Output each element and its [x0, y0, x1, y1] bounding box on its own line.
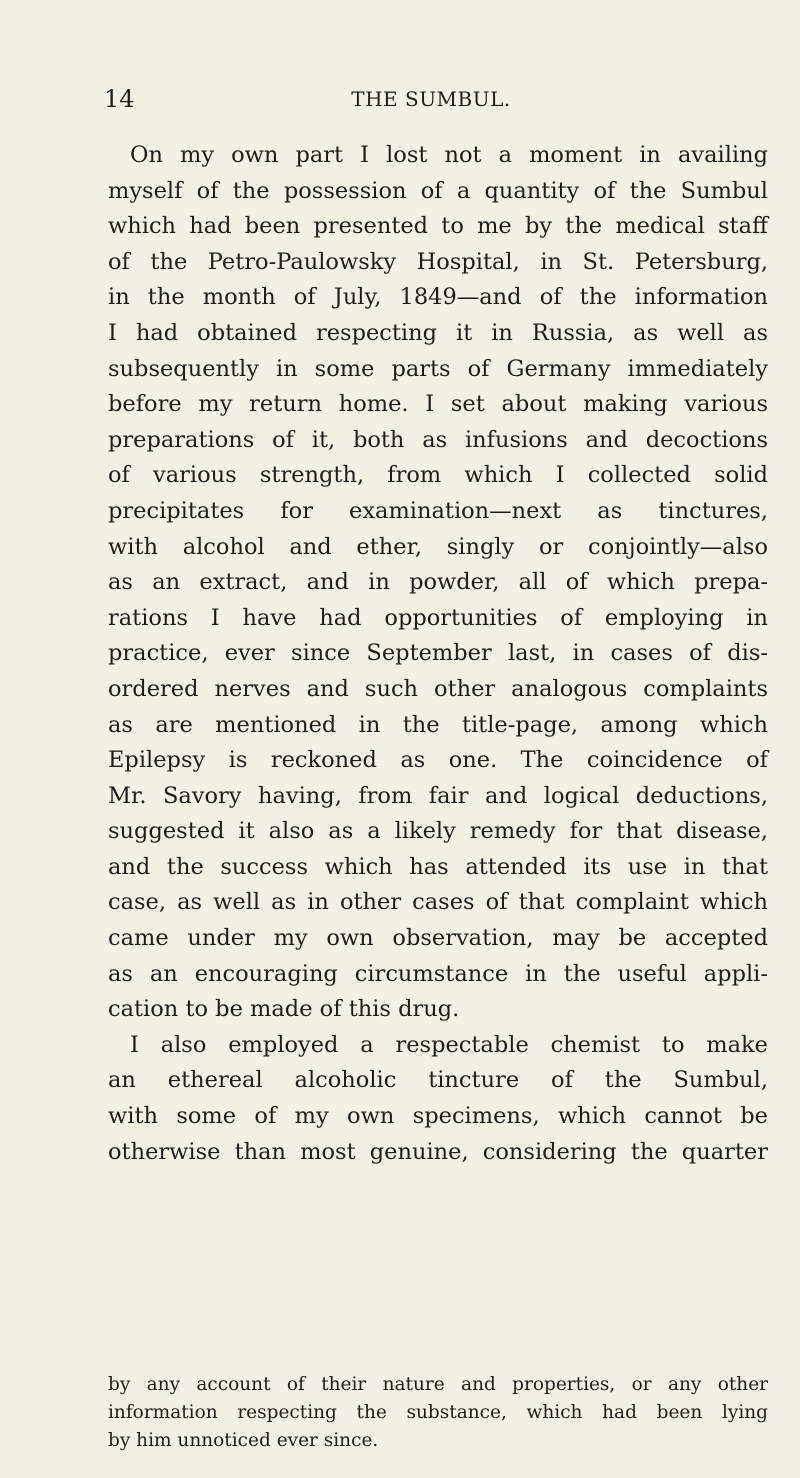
- body-line: cation to be made of this drug.: [108, 996, 460, 1023]
- body-line: in the month of July, 1849—and of the information: [108, 284, 768, 311]
- body-line: subsequently in some parts of Germany immediately: [108, 355, 768, 382]
- body-line: and the success which has attended its use in that: [108, 853, 768, 880]
- body-line: precipitates for examination—next as tinctures,: [108, 497, 768, 524]
- body-line: practice, ever since September last, in cases of dis-: [108, 640, 768, 667]
- body-line: of the Petro-Paulowsky Hospital, in St. Petersburg,: [108, 248, 768, 275]
- footnote-line: by him unnoticed ever since.: [108, 1430, 379, 1451]
- body-line: with alcohol and ether, singly or conjointly—also: [108, 533, 768, 560]
- running-head: THE SUMBUL.: [351, 87, 511, 111]
- body-line: ordered nerves and such other analogous complaints: [108, 675, 768, 702]
- body-line: as an encouraging circumstance in the useful appli-: [108, 960, 768, 987]
- footnote-line: information respecting the substance, which had been lying: [108, 1402, 768, 1423]
- body-line: case, as well as in other cases of that complaint which: [108, 889, 768, 916]
- body-line: of various strength, from which I collected solid: [108, 462, 768, 489]
- body-line: suggested it also as a likely remedy for that disease,: [108, 818, 768, 845]
- body-line: which had been presented to me by the medical staff: [108, 213, 768, 240]
- body-line: before my return home. I set about making various: [108, 391, 768, 418]
- body-line: rations I have had opportunities of employing in: [108, 604, 768, 631]
- body-text: [108, 138, 768, 1170]
- body-line: with some of my own specimens, which cannot be: [108, 1103, 768, 1130]
- body-line: preparations of it, both as infusions and decoctions: [108, 426, 768, 453]
- body-line: On my own part I lost not a moment in availing: [130, 142, 768, 168]
- body-line: Mr. Savory having, from fair and logical deductions,: [108, 782, 768, 809]
- body-line: otherwise than most genuine, considering the quarter: [108, 1138, 768, 1165]
- page-header: [104, 84, 758, 118]
- body-line: I also employed a respectable chemist to make: [130, 1031, 768, 1058]
- body-line: came under my own observation, may be accepted: [108, 925, 768, 952]
- footnote-line: by any account of their nature and properties, or any other: [108, 1374, 768, 1395]
- body-line: Epilepsy is reckoned as one. The coincidence of: [108, 747, 768, 774]
- body-line: as are mentioned in the title-page, among which: [108, 711, 768, 738]
- body-line: I had obtained respecting it in Russia, as well as: [108, 319, 768, 346]
- page-number: 14: [104, 85, 135, 113]
- body-line: myself of the possession of a quantity of the Sumbul: [108, 177, 768, 204]
- body-line: as an extract, and in powder, all of which prepa-: [108, 569, 768, 596]
- body-line: an ethereal alcoholic tincture of the Sumbul,: [108, 1067, 768, 1094]
- footnote: [108, 1371, 768, 1455]
